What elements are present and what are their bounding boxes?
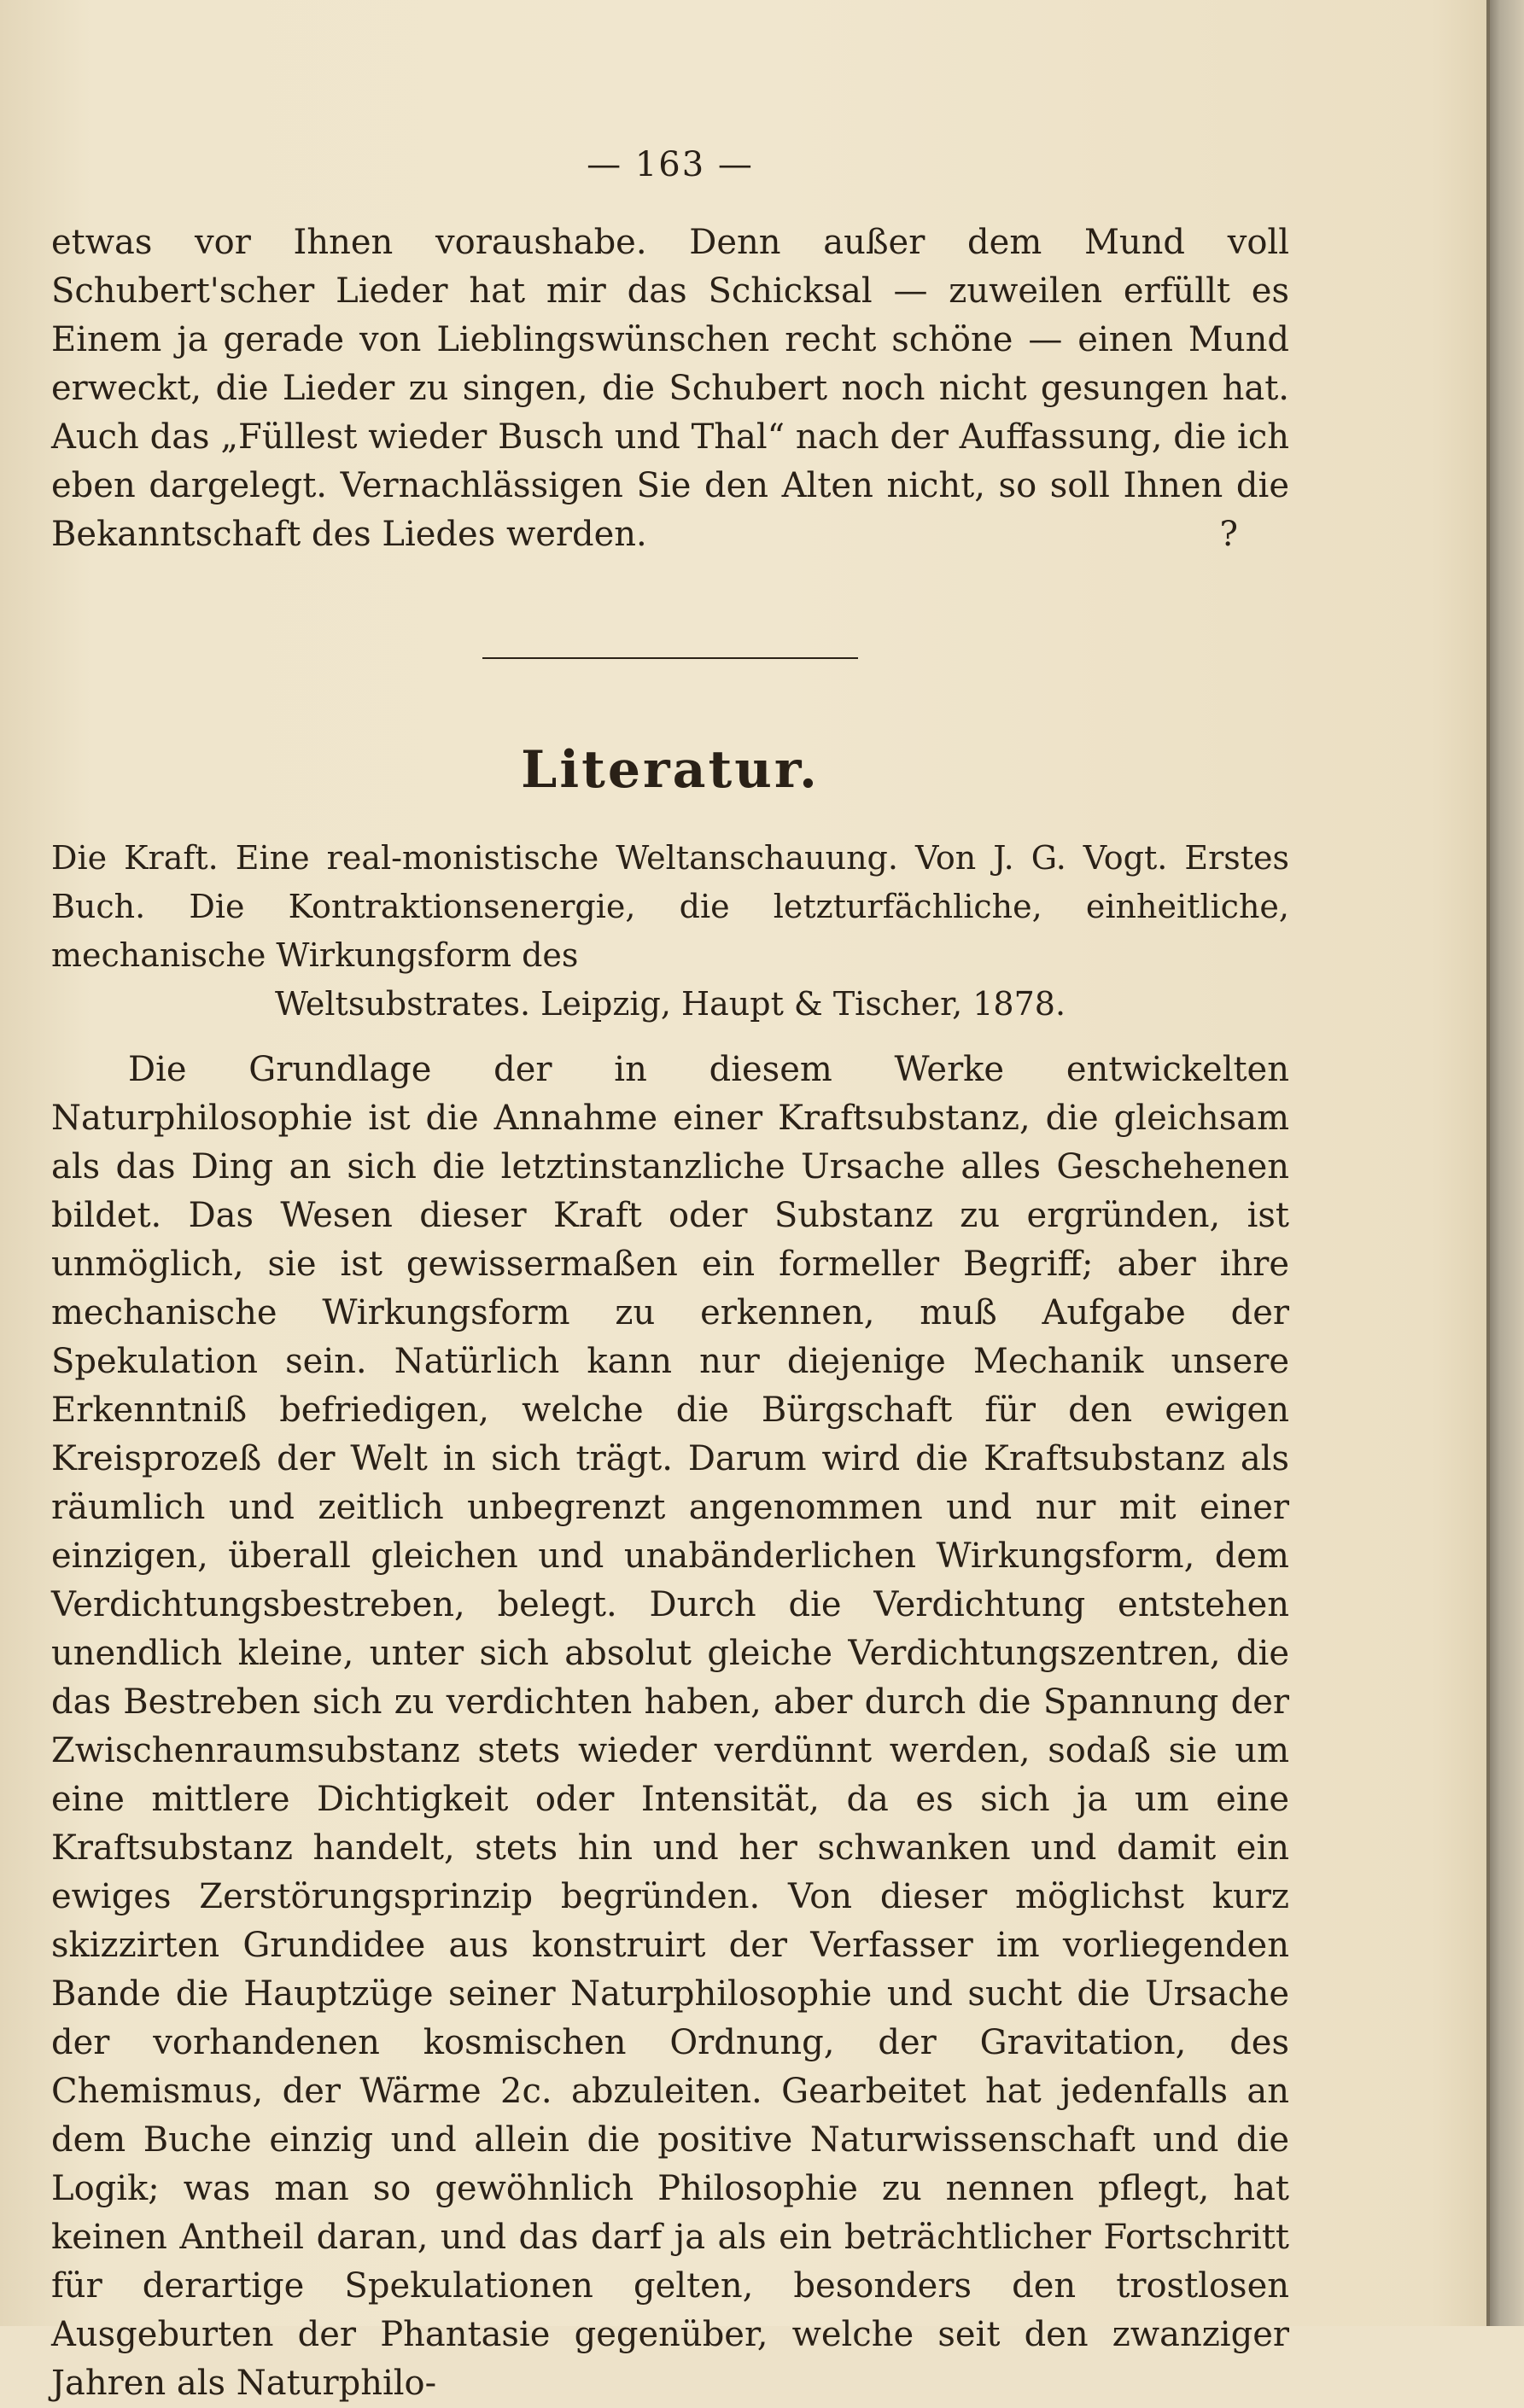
section-divider bbox=[482, 657, 858, 659]
bibliography-line-1: Die Kraft. Eine real-monistische Weltanschauung. Von J. G. Vogt. Erstes Buch. Die Kontraktionsenergie, die letzturfächliche, einheitliche, mechanische Wirkungsform des bbox=[51, 839, 1289, 974]
page-content bbox=[51, 120, 1289, 2408]
letter-paragraph bbox=[51, 219, 1289, 559]
bibliography-line-2: Weltsubstrates. Leipzig, Haupt & Tischer, 1878. bbox=[274, 985, 1066, 1023]
letter-text: etwas vor Ihnen voraushabe. Denn außer dem Mund voll Schubert'scher Lieder hat mir das Schicksal — zuweilen erfüllt es Einem ja gerade von Lieblingswünschen recht schöne — einen Mund erweckt, die Lieder zu singen, die Schubert noch nicht gesungen hat. Auch das „Füllest wieder Busch und Thal“ nach der Auffassung, die ich eben dargelegt. Vernachlässigen Sie den Alten nicht, so soll Ihnen die Bekanntschaft des Liedes werden. bbox=[51, 223, 1289, 554]
review-body: Die Grundlage der in diesem Werke entwickelten Naturphilosophie ist die Annahme einer Kraftsubstanz, die gleichsam als das Ding an sich die letztinstanzliche Ursache alles Geschehenen bildet. Das Wesen dieser Kraft oder Substanz zu ergründen, ist unmöglich, sie ist gewissermaßen ein formeller Begriff; aber ihre mechanische Wirkungsform zu erkennen, muß Aufgabe der Spekulation sein. Natürlich kann nur diejenige Mechanik unsere Erkenntniß befriedigen, welche die Bürgschaft für den ewigen Kreisprozeß der Welt in sich trägt. Darum wird die Kraftsubstanz als räumlich und zeitlich unbegrenzt angenommen und nur mit einer einzigen, überall gleichen und unabänderlichen Wirkungsform, dem Verdichtungsbestreben, belegt. Durch die Verdichtung entstehen unendlich kleine, unter sich absolut gleiche Verdichtungszentren, die das Bestreben sich zu verdichten haben, aber durch die Spannung der Zwischenraumsubstanz stets wieder verdünnt werden, sodaß sie um eine mittlere Dichtigkeit oder Intensität, da es sich ja um eine Kraftsubstanz handelt, stets hin und her schwanken und damit ein ewiges Zerstörungsprinzip begründen. Von dieser möglichst kurz skizzirten Grundidee aus konstruirt der Verfasser im vorliegenden Bande die Hauptzüge seiner Naturphilosophie und sucht die Ursache der vorhandenen kosmischen Ordnung, der Gravitation, des Chemismus, der Wärme 2c. abzuleiten. Gearbeitet hat jedenfalls an dem Buche einzig und allein die positive Naturwissenschaft und die Logik; was man so gewöhnlich Philosophie zu nennen pflegt, hat keinen Antheil daran, und das darf ja als ein beträchtlicher Fortschritt für derartige Spekulationen gelten, besonders den trostlosen Ausgeburten der Phantasie gegenüber, welche seit den zwanziger Jahren als Naturphilo- bbox=[51, 1050, 1289, 2403]
section-title: Literatur. bbox=[521, 740, 820, 800]
letter-signature: ? bbox=[1219, 515, 1238, 554]
page-number: — 163 — bbox=[587, 145, 754, 184]
bibliography-entry bbox=[51, 834, 1289, 1029]
page-edge-shadow bbox=[1490, 0, 1524, 2326]
